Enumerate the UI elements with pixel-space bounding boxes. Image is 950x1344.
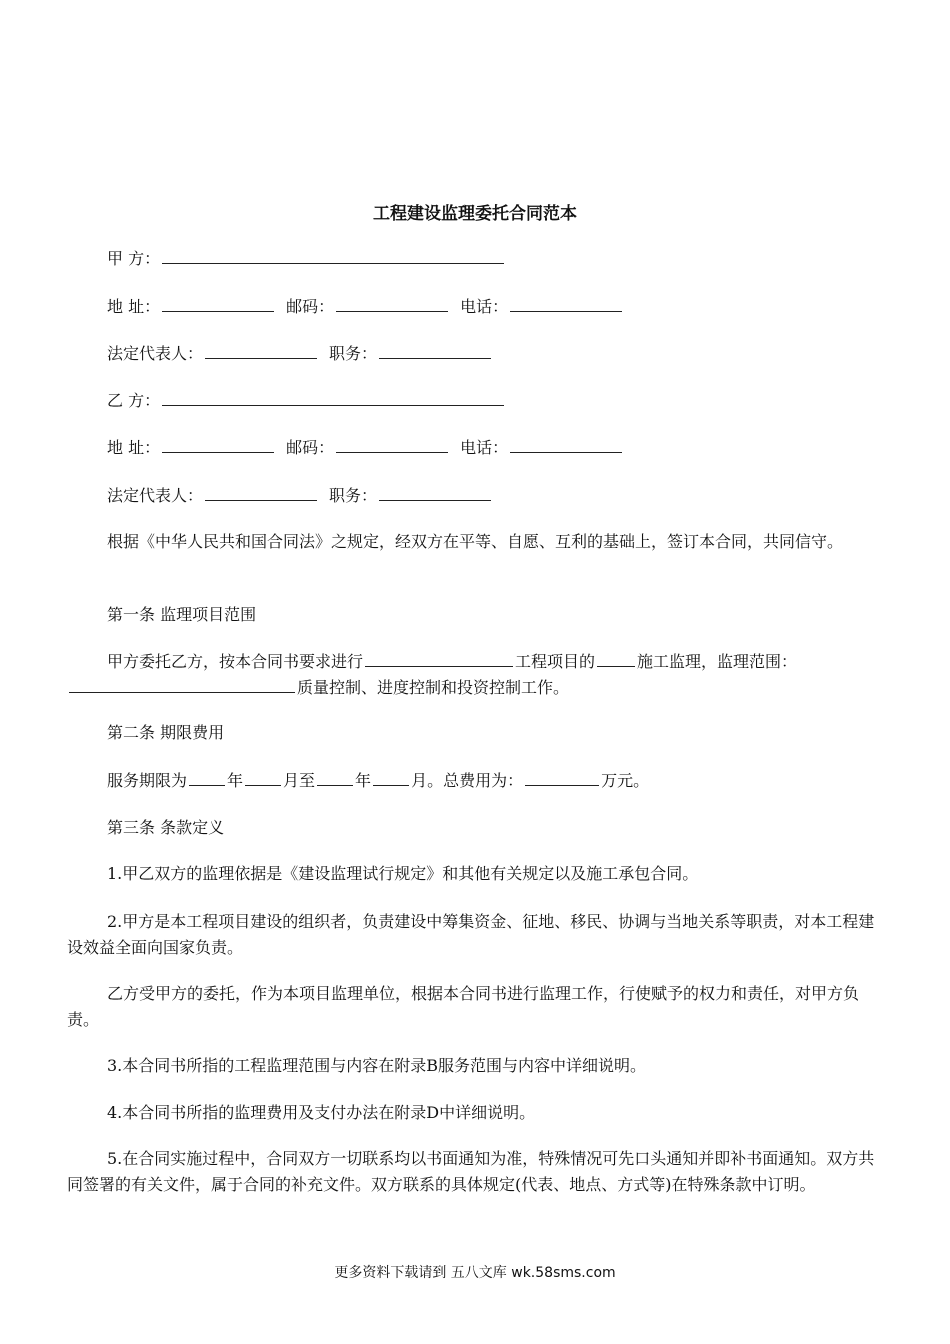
article1-project-blank (365, 649, 513, 667)
end-year-blank (317, 768, 353, 786)
article2-text-a: 服务期限为 (107, 771, 188, 790)
article2-month1: 月至 (283, 771, 316, 790)
article1-paragraph (67, 649, 887, 701)
party-b-address-blank (162, 435, 274, 453)
party-b-phone-blank (510, 435, 622, 453)
party-a-phone-label: 电话： (460, 297, 509, 316)
party-b-label: 乙 方： (107, 391, 161, 410)
preamble-paragraph: 根据《中华人民共和国合同法》之规定，经双方在平等、自愿、互利的基础上，签订本合同，共同信守。 (107, 532, 844, 551)
party-a-postcode-label: 邮码： (286, 297, 335, 316)
party-a-rep-blank (205, 341, 317, 359)
article2-unit: 万元。 (601, 771, 650, 790)
article3-item2: 2.甲方是本工程项目建设的组织者，负责建设中筹集资金、征地、移民、协调与当地关系等职责，对本工程建设效益全面向国家负责。 (67, 912, 875, 957)
article1-text-d: 质量控制、进度控制和投资控制工作。 (297, 678, 570, 697)
party-b-blank (162, 388, 504, 406)
article2-line (107, 768, 649, 793)
article1-text-b: 工程项目的 (515, 652, 596, 671)
party-a-label: 甲 方： (107, 249, 161, 268)
total-fee-blank (525, 768, 599, 786)
start-year-blank (189, 768, 225, 786)
article1-heading: 第一条 监理项目范围 (107, 605, 257, 624)
party-a-rep-label: 法定代表人： (107, 344, 204, 363)
start-month-blank (245, 768, 281, 786)
party-a-phone-blank (510, 294, 622, 312)
party-a-address-label: 地 址： (107, 297, 161, 316)
party-b-position-blank (379, 483, 491, 501)
article1-phase-blank (597, 649, 635, 667)
article3-item4: 4.本合同书所指的监理费用及支付办法在附录D中详细说明。 (107, 1103, 536, 1122)
footer-note: 更多资料下载请到 五八文库 wk.58sms.com (334, 1265, 616, 1281)
party-b-contact-line (107, 435, 624, 460)
party-b-phone-label: 电话： (460, 438, 509, 457)
article2-month2: 月。总费用为： (411, 771, 524, 790)
party-b-postcode-label: 邮码： (286, 438, 335, 457)
article2-year2: 年 (355, 771, 372, 790)
article3-item1: 1.甲乙双方的监理依据是《建设监理试行规定》和其他有关规定以及施工承包合同。 (107, 864, 699, 883)
article3-item3: 3.本合同书所指的工程监理范围与内容在附录B服务范围与内容中详细说明。 (107, 1056, 647, 1075)
party-b-rep-label: 法定代表人： (107, 486, 204, 505)
party-b-address-label: 地 址： (107, 438, 161, 457)
party-b-position-label: 职务： (329, 486, 378, 505)
party-a-position-label: 职务： (329, 344, 378, 363)
article3-item2b: 乙方受甲方的委托，作为本项目监理单位，根据本合同书进行监理工作，行使赋予的权力和责任，对甲方负责。 (67, 984, 860, 1029)
party-a-rep-line (107, 341, 493, 366)
party-a-postcode-blank (336, 294, 448, 312)
party-b-postcode-blank (336, 435, 448, 453)
party-a-line (107, 246, 506, 271)
article2-year1: 年 (227, 771, 244, 790)
article1-scope-blank (69, 675, 295, 693)
article3-item5: 5.在合同实施过程中，合同双方一切联系均以书面通知为准，特殊情况可先口头通知并即补书面通知。双方共同签署的有关文件，属于合同的补充文件。双方联系的具体规定(代表、地点、方式等)在特殊条款中订明。 (67, 1149, 875, 1194)
end-month-blank (373, 768, 409, 786)
party-a-address-blank (162, 294, 274, 312)
party-a-blank (162, 246, 504, 264)
party-a-position-blank (379, 341, 491, 359)
document-title: 工程建设监理委托合同范本 (373, 204, 577, 224)
party-b-rep-blank (205, 483, 317, 501)
article1-text-c: 施工监理，监理范围： (637, 652, 798, 671)
article2-heading: 第二条 期限费用 (107, 723, 225, 742)
party-b-rep-line (107, 483, 493, 508)
party-b-line (107, 388, 506, 413)
article3-heading: 第三条 条款定义 (107, 818, 225, 837)
party-a-contact-line (107, 294, 624, 319)
article1-text-a: 甲方委托乙方，按本合同书要求进行 (107, 652, 364, 671)
